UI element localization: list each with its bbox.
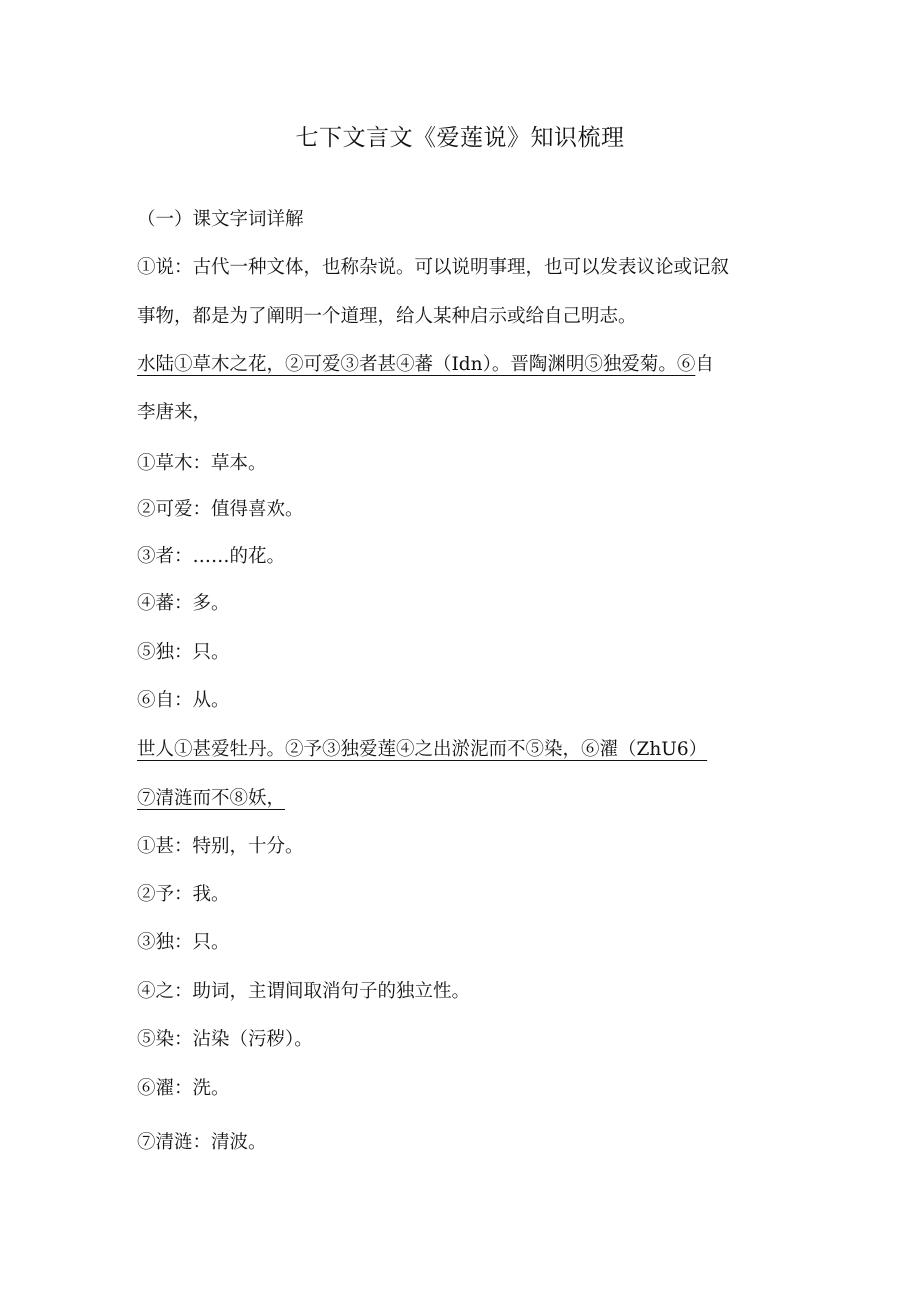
note-item: ①甚：特别，十分。 <box>137 836 304 857</box>
note-item: ④蕃：多。 <box>137 593 230 614</box>
intro-line-2: 事物，都是为了阐明一个道理，给人某种启示或给自己明志。 <box>137 306 637 327</box>
intro-line-1: ①说：古代一种文体，也称杂说。可以说明事理，也可以发表议论或记叙 <box>137 257 730 278</box>
note-item: ⑥濯：洗。 <box>137 1078 230 1099</box>
note-item: ②予：我。 <box>137 884 230 905</box>
document-title: 七下文言文《爱莲说》知识梳理 <box>295 125 625 151</box>
note-item: ⑦清涟：清波。 <box>137 1132 267 1153</box>
note-item: ⑤染：沾染（污秽）。 <box>137 1029 313 1050</box>
note-item: ⑤独：只。 <box>137 642 230 663</box>
passage-2-line-1: 世人①甚爱牡丹。②予③独爱莲④之出淤泥而不⑤染，⑥濯（ZhU6） <box>137 739 708 760</box>
passage-1-line-1 <box>137 350 714 380</box>
note-item: ④之：助词，主谓间取消句子的独立性。 <box>137 981 471 1002</box>
note-item: ③者：……的花。 <box>137 546 286 567</box>
note-item: ③独：只。 <box>137 932 230 953</box>
note-item: ①草木：草本。 <box>137 453 267 474</box>
passage-1-line-2: 李唐来， <box>137 402 212 423</box>
passage-1-underlined-text: 水陆①草木之花，②可爱③者甚④蕃（Idn）。晋陶渊明⑤独爱菊。⑥ <box>137 354 696 375</box>
note-item: ⑥自：从。 <box>137 690 230 711</box>
passage-1-tail-text: 自 <box>695 354 714 375</box>
passage-2-line-2: ⑦清涟而不⑧妖， <box>137 788 286 809</box>
section-heading: （一）课文字词详解 <box>137 209 304 230</box>
note-item: ②可爱：值得喜欢。 <box>137 499 304 520</box>
